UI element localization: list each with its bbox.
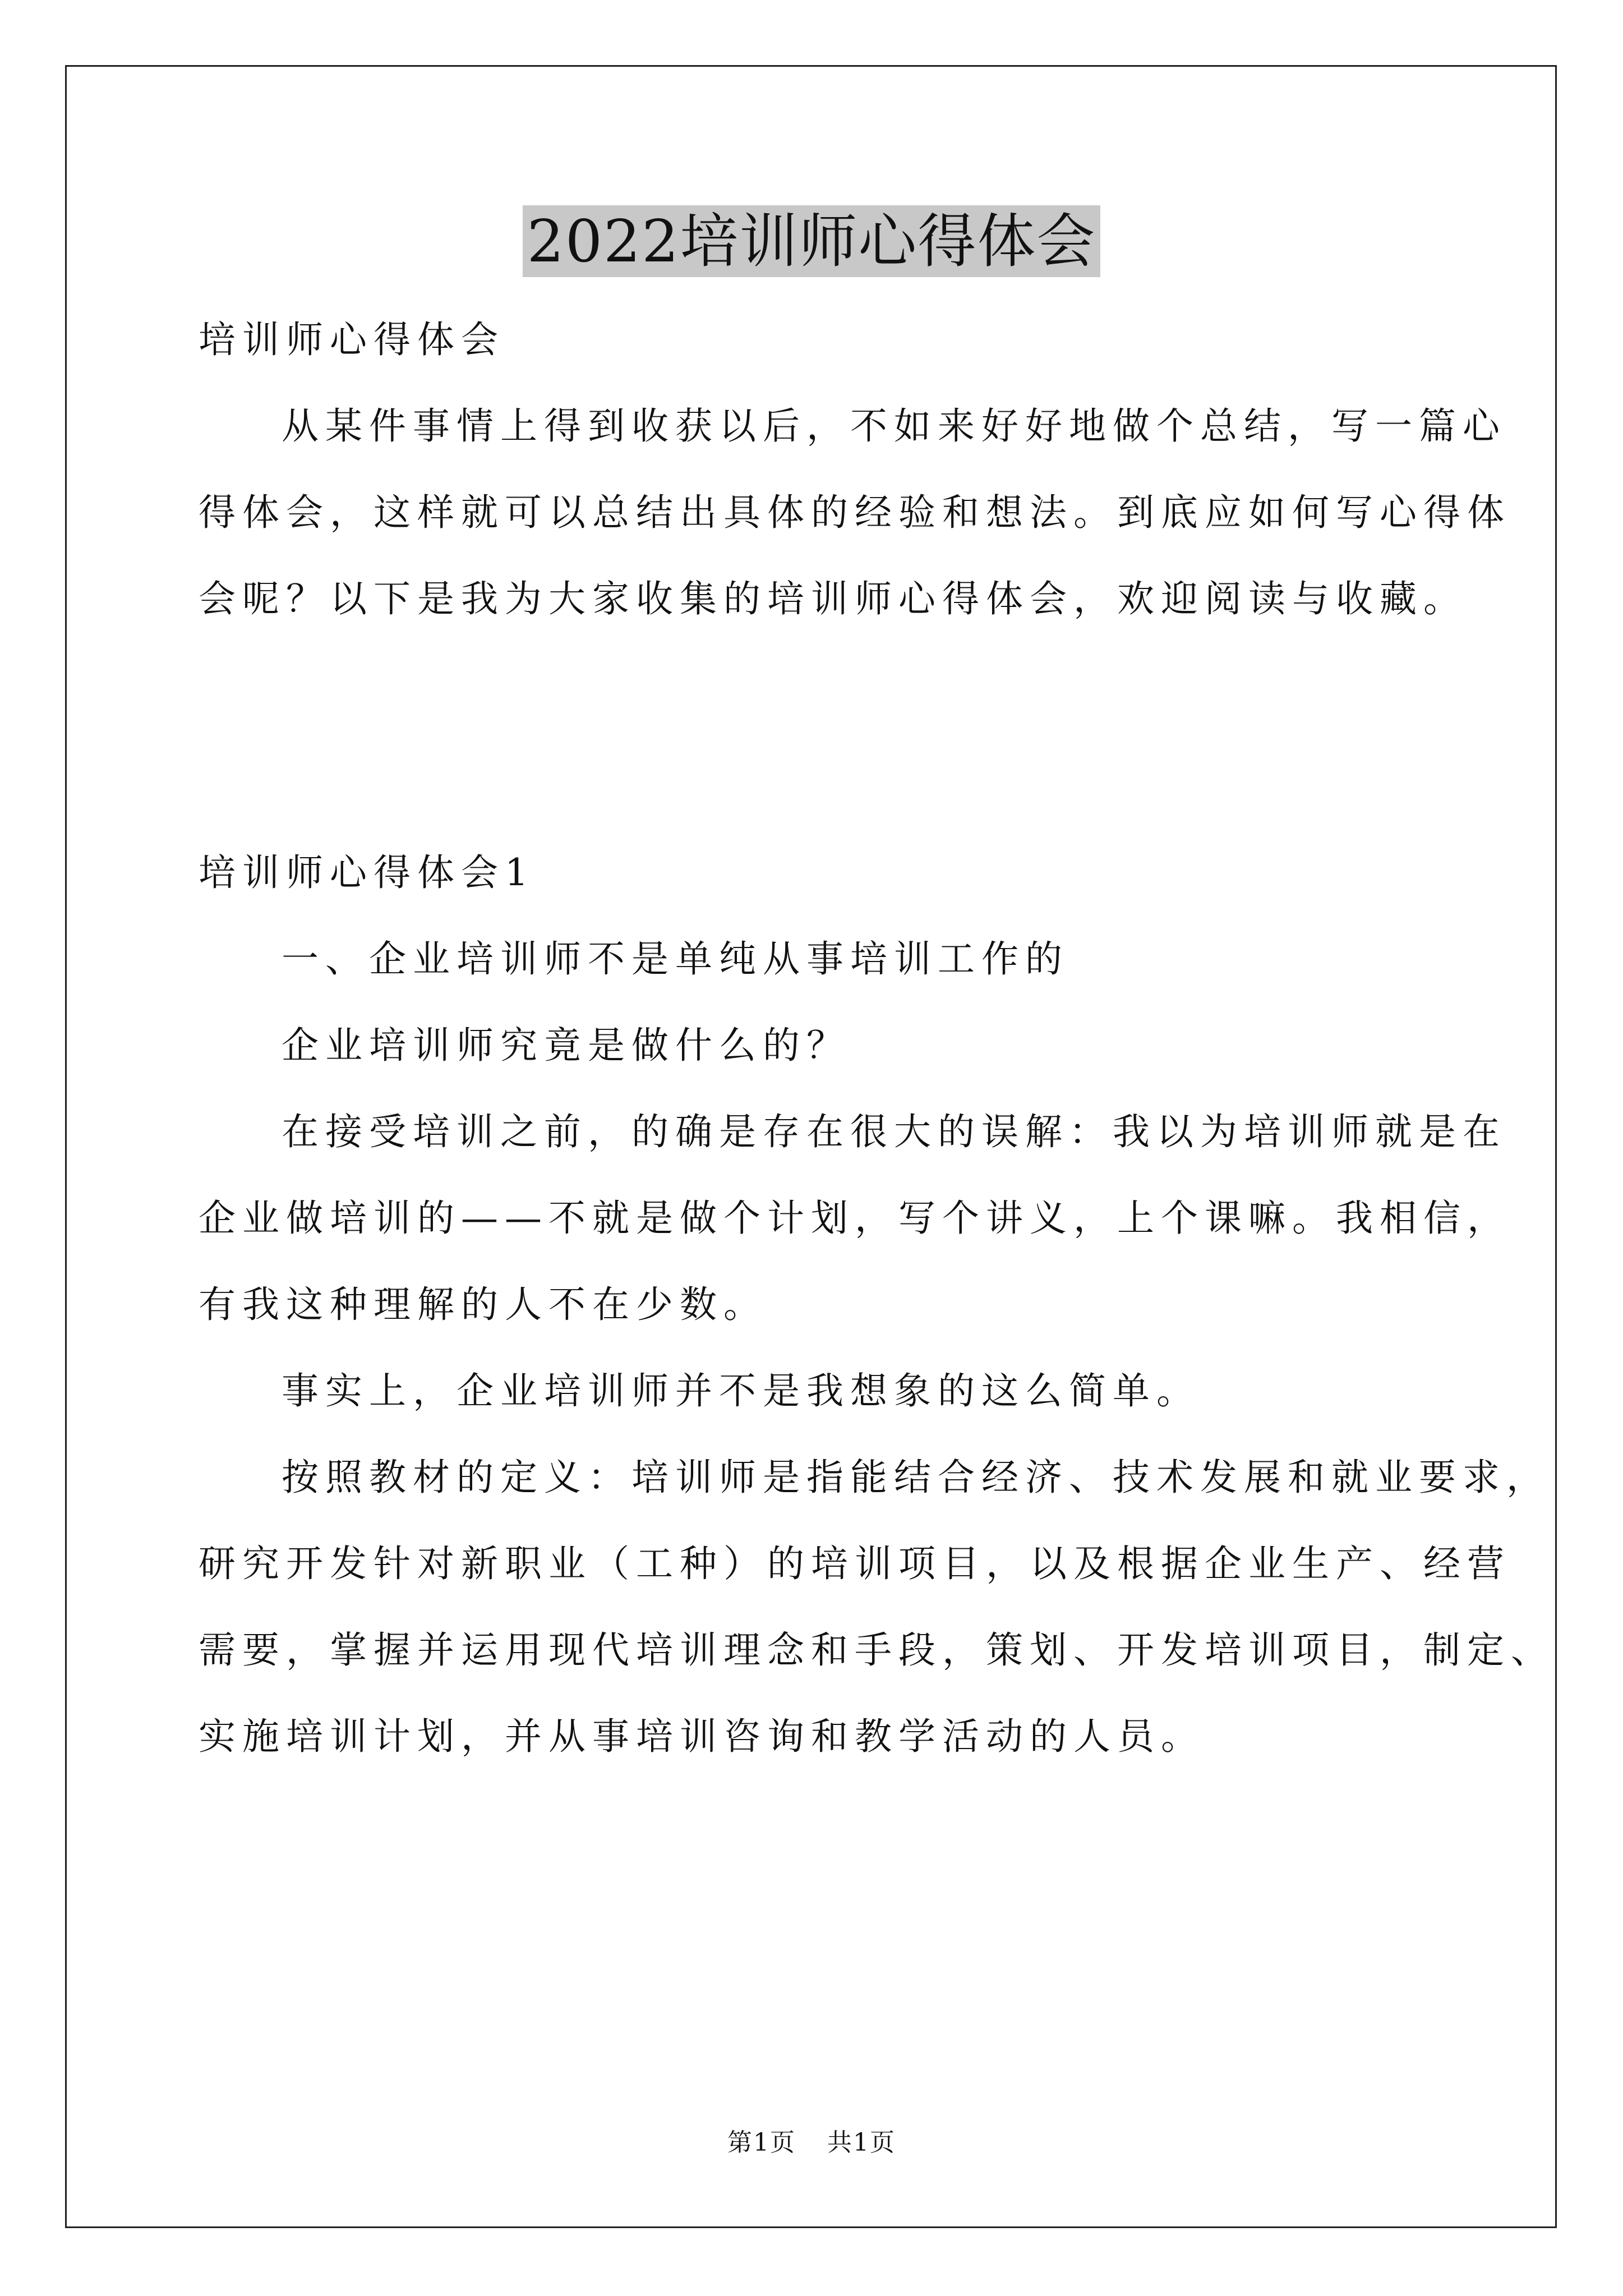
paragraph-line: 按照教材的定义：培训师是指能结合经济、技术发展和就业要求，	[282, 1456, 1550, 1499]
paragraph-line: 企业做培训的——不就是做个计划，写个讲义，上个课嘛。我相信，	[199, 1197, 1511, 1240]
paragraph-line: 需要，掌握并运用现代培训理念和手段，策划、开发培训项目，制定、	[199, 1628, 1555, 1672]
paragraph-line: 得体会，这样就可以总结出具体的经验和想法。到底应如何写心得体	[199, 491, 1511, 534]
paragraph-line: 从某件事情上得到收获以后，不如来好好地做个总结，写一篇心	[282, 404, 1506, 448]
document-title: 2022培训师心得体会	[523, 205, 1101, 277]
paragraph-line: 会呢？以下是我为大家收集的培训师心得体会，欢迎阅读与收藏。	[199, 577, 1467, 620]
title-container	[0, 205, 1623, 277]
paragraph-line: 有我这种理解的人不在少数。	[199, 1283, 767, 1326]
paragraph-line: 实施培训计划，并从事培训咨询和教学活动的人员。	[199, 1715, 1205, 1758]
paragraph-line: 事实上，企业培训师并不是我想象的这么简单。	[282, 1369, 1200, 1412]
section-heading: 培训师心得体会1	[199, 851, 535, 894]
page-footer	[0, 2126, 1623, 2160]
page-number: 第1页	[727, 2128, 796, 2157]
page-total: 共1页	[827, 2128, 896, 2157]
paragraph-line: 研究开发针对新职业（工种）的培训项目，以及根据企业生产、经营	[199, 1542, 1511, 1585]
paragraph-line: 在接受培训之前，的确是存在很大的误解：我以为培训师就是在	[282, 1110, 1506, 1153]
paragraph-line: 企业培训师究竟是做什么的？	[282, 1024, 850, 1067]
subheading: 一、企业培训师不是单纯从事培训工作的	[282, 937, 1069, 981]
section-heading: 培训师心得体会	[199, 318, 505, 361]
